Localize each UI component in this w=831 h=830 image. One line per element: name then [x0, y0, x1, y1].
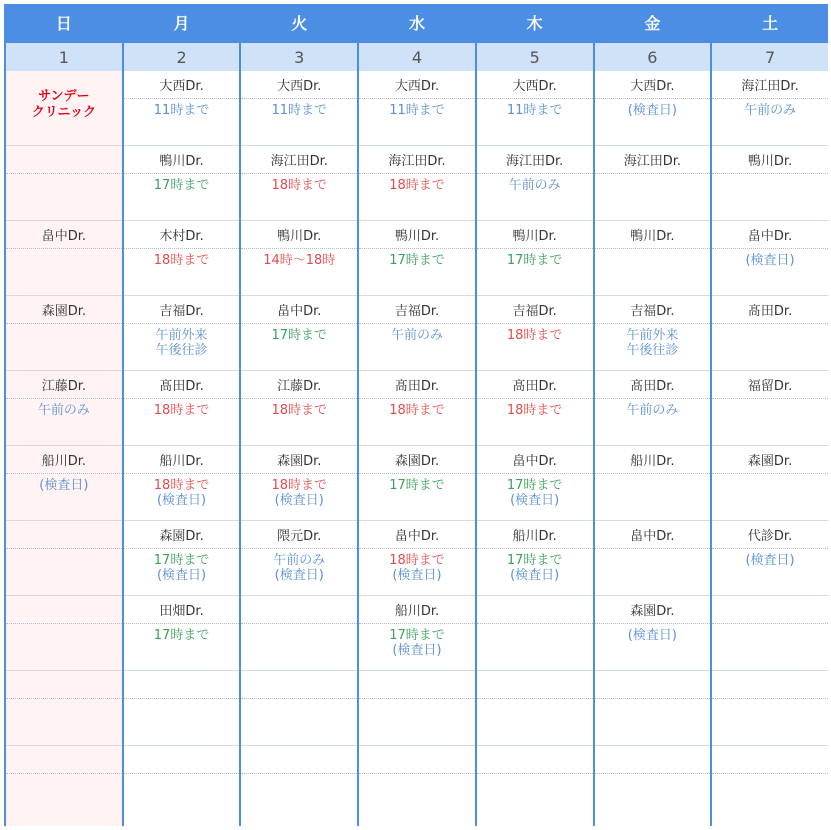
note-line: 17時まで [153, 178, 210, 193]
doctor-name: 福留Dr. [712, 371, 828, 399]
schedule-slot [477, 371, 593, 446]
note-line: (検査日) [392, 643, 442, 658]
doctor-name: 森園Dr. [241, 446, 357, 474]
schedule-slot [595, 446, 711, 521]
clinic-label-line: クリニック [31, 105, 96, 120]
date-number: 6 [595, 41, 711, 71]
schedule-note [124, 549, 240, 595]
doctor-name: 髙田Dr. [124, 371, 240, 399]
doctor-name: 木村Dr. [124, 221, 240, 249]
doctor-name: 船川Dr. [124, 446, 240, 474]
note-line: (検査日) [274, 568, 324, 583]
doctor-name: 代診Dr. [712, 521, 828, 549]
schedule-note [595, 174, 711, 220]
note-line: 18時まで [153, 253, 210, 268]
schedule-slot [477, 146, 593, 221]
schedule-note [359, 249, 475, 295]
doctor-name [6, 596, 122, 624]
note-line: 午前のみ [508, 178, 561, 193]
schedule-note [359, 549, 475, 595]
schedule-note [359, 399, 475, 445]
schedule-note [359, 474, 475, 520]
empty-slot [712, 746, 828, 826]
doctor-name: 大西Dr. [477, 71, 593, 99]
day-body [124, 71, 240, 826]
doctor-name: 海江田Dr. [359, 146, 475, 174]
schedule-note [124, 249, 240, 295]
schedule-note [6, 399, 122, 445]
schedule-slot [595, 521, 711, 596]
schedule-note [124, 324, 240, 370]
note-line: 11時まで [506, 103, 563, 118]
doctor-name: 海江田Dr. [241, 146, 357, 174]
empty-slot [6, 746, 122, 826]
note-line: 18時まで [153, 478, 210, 493]
schedule-note [595, 399, 711, 445]
schedule-note [124, 99, 240, 145]
schedule-slot [712, 596, 828, 671]
schedule-slot [712, 371, 828, 446]
empty-slot [124, 746, 240, 826]
empty-doctor-line [241, 671, 357, 699]
empty-doctor-line [595, 671, 711, 699]
schedule-note [595, 624, 711, 670]
schedule-slot [595, 71, 711, 146]
day-body [477, 71, 593, 826]
day-column [477, 4, 593, 826]
note-line: 11時まで [389, 103, 445, 118]
schedule-slot [359, 521, 475, 596]
note-line: 18時まで [271, 478, 328, 493]
empty-doctor-line [124, 671, 240, 699]
schedule-note [124, 399, 240, 445]
note-line: 17時まで [506, 253, 563, 268]
note-line: 18時まで [506, 328, 563, 343]
clinic-label-line: サンデー [38, 89, 90, 104]
doctor-name: 吉福Dr. [124, 296, 240, 324]
schedule-slot [359, 221, 475, 296]
note-line: (検査日) [392, 568, 442, 583]
schedule-slot [712, 446, 828, 521]
day-column [595, 4, 711, 826]
note-line: 午前のみ [390, 328, 443, 343]
note-line: 17時まで [153, 628, 210, 643]
doctor-name: 江藤Dr. [6, 371, 122, 399]
doctor-name: 鴨川Dr. [477, 221, 593, 249]
schedule-note [241, 474, 357, 520]
schedule-note [241, 399, 357, 445]
note-line: 17時まで [271, 328, 328, 343]
note-line: 17時まで [389, 478, 445, 493]
doctor-name: 森園Dr. [6, 296, 122, 324]
note-line: (検査日) [274, 493, 324, 508]
schedule-calendar [4, 4, 828, 826]
doctor-name: 畠中Dr. [241, 296, 357, 324]
schedule-slot [595, 296, 711, 371]
doctor-name: 森園Dr. [712, 446, 828, 474]
doctor-name: 海江田Dr. [712, 71, 828, 99]
schedule-note [477, 324, 593, 370]
schedule-slot [477, 71, 593, 146]
schedule-note [241, 249, 357, 295]
date-number: 3 [241, 41, 357, 71]
schedule-slot [712, 146, 828, 221]
note-line: 午前のみ [273, 553, 326, 568]
weekday-header: 月 [124, 4, 240, 41]
schedule-slot [124, 596, 240, 671]
note-line: 17時まで [389, 253, 445, 268]
doctor-name [6, 521, 122, 549]
doctor-name: 髙田Dr. [359, 371, 475, 399]
day-body [712, 71, 828, 826]
weekday-header: 日 [6, 4, 122, 41]
schedule-slot [124, 296, 240, 371]
schedule-note [595, 549, 711, 595]
doctor-name: 鴨川Dr. [241, 221, 357, 249]
note-line: 18時まで [389, 553, 445, 568]
empty-doctor-line [712, 746, 828, 774]
doctor-name: 森園Dr. [595, 596, 711, 624]
note-line: (検査日) [156, 568, 207, 583]
schedule-slot [6, 296, 122, 371]
note-line: 午前のみ [626, 403, 679, 418]
schedule-note [6, 324, 122, 370]
schedule-slot [124, 371, 240, 446]
day-body [241, 71, 357, 826]
schedule-slot [595, 146, 711, 221]
doctor-name: 江藤Dr. [241, 371, 357, 399]
note-line: (検査日) [745, 553, 795, 568]
doctor-name: 大西Dr. [241, 71, 357, 99]
doctor-name: 海江田Dr. [477, 146, 593, 174]
schedule-note [712, 174, 828, 220]
doctor-name [712, 596, 828, 624]
doctor-name: 大西Dr. [595, 71, 711, 99]
note-line: (検査日) [156, 493, 207, 508]
note-line: 午前外来 [626, 328, 679, 343]
date-number: 1 [6, 41, 122, 71]
doctor-name: 船川Dr. [6, 446, 122, 474]
schedule-note [124, 174, 240, 220]
schedule-note [6, 174, 122, 220]
empty-slot [241, 671, 357, 746]
empty-slot [241, 746, 357, 826]
schedule-note [712, 474, 828, 520]
schedule-note [6, 474, 122, 520]
schedule-note [712, 624, 828, 670]
weekday-header: 水 [359, 4, 475, 41]
empty-doctor-line [477, 671, 593, 699]
day-column [6, 4, 122, 826]
schedule-note [595, 324, 711, 370]
doctor-name: 吉福Dr. [477, 296, 593, 324]
schedule-note [359, 624, 475, 670]
note-line: 午後往診 [626, 343, 679, 358]
day-column [241, 4, 357, 826]
weekday-header: 木 [477, 4, 593, 41]
note-line: 午前外来 [155, 328, 208, 343]
schedule-note [595, 99, 711, 145]
doctor-name: 畠中Dr. [359, 521, 475, 549]
schedule-note [241, 99, 357, 145]
schedule-slot [6, 521, 122, 596]
schedule-note [6, 249, 122, 295]
note-line: (検査日) [39, 478, 89, 493]
schedule-slot [359, 371, 475, 446]
doctor-name: 畠中Dr. [477, 446, 593, 474]
schedule-slot [241, 371, 357, 446]
schedule-slot [6, 146, 122, 221]
note-line: 17時まで [506, 553, 563, 568]
schedule-note [712, 399, 828, 445]
note-line: 午前のみ [37, 403, 90, 418]
schedule-slot [241, 521, 357, 596]
empty-doctor-line [6, 671, 122, 699]
note-line: 11時まで [153, 103, 210, 118]
empty-slot [712, 671, 828, 746]
note-line: (検査日) [627, 103, 677, 118]
doctor-name: 大西Dr. [359, 71, 475, 99]
schedule-slot [712, 296, 828, 371]
note-line: (検査日) [510, 568, 560, 583]
schedule-slot [6, 71, 122, 146]
schedule-note [124, 624, 240, 670]
schedule-note [595, 249, 711, 295]
schedule-note [241, 324, 357, 370]
schedule-slot [477, 446, 593, 521]
doctor-name: 鴨川Dr. [124, 146, 240, 174]
schedule-slot [477, 221, 593, 296]
schedule-note [359, 324, 475, 370]
doctor-name: 鴨川Dr. [359, 221, 475, 249]
note-line: (検査日) [627, 628, 677, 643]
doctor-name: 隈元Dr. [241, 521, 357, 549]
date-number: 4 [359, 41, 475, 71]
empty-doctor-line [595, 746, 711, 774]
schedule-note [241, 549, 357, 595]
doctor-name: 鴨川Dr. [595, 221, 711, 249]
doctor-name: 吉福Dr. [359, 296, 475, 324]
schedule-slot [712, 71, 828, 146]
doctor-name: 吉福Dr. [595, 296, 711, 324]
empty-slot [359, 671, 475, 746]
empty-doctor-line [241, 746, 357, 774]
schedule-slot [124, 146, 240, 221]
schedule-note [6, 624, 122, 670]
schedule-note [477, 474, 593, 520]
note-line: 17時まで [506, 478, 563, 493]
schedule-slot [712, 221, 828, 296]
schedule-slot [712, 521, 828, 596]
schedule-slot [241, 296, 357, 371]
empty-doctor-line [359, 746, 475, 774]
weekday-header: 金 [595, 4, 711, 41]
note-line: 17時まで [389, 628, 445, 643]
schedule-slot [124, 521, 240, 596]
sunday-clinic-label [6, 71, 122, 145]
doctor-name [477, 596, 593, 624]
empty-slot [477, 671, 593, 746]
empty-slot [359, 746, 475, 826]
empty-slot [477, 746, 593, 826]
schedule-slot [359, 71, 475, 146]
schedule-slot [241, 71, 357, 146]
schedule-note [595, 474, 711, 520]
note-line: 18時まで [271, 178, 328, 193]
schedule-note [712, 249, 828, 295]
schedule-slot [359, 146, 475, 221]
doctor-name: 髙田Dr. [712, 296, 828, 324]
schedule-note [359, 99, 475, 145]
doctor-name: 畠中Dr. [712, 221, 828, 249]
date-number: 2 [124, 41, 240, 71]
note-line: (検査日) [745, 253, 795, 268]
schedule-slot [124, 446, 240, 521]
schedule-slot [359, 296, 475, 371]
schedule-note [241, 174, 357, 220]
empty-doctor-line [359, 671, 475, 699]
schedule-slot [477, 596, 593, 671]
empty-doctor-line [6, 746, 122, 774]
schedule-note [477, 549, 593, 595]
note-line: 11時まで [271, 103, 328, 118]
doctor-name: 田畑Dr. [124, 596, 240, 624]
schedule-note [477, 249, 593, 295]
note-line: (検査日) [510, 493, 560, 508]
note-line: 18時まで [153, 403, 210, 418]
doctor-name: 畠中Dr. [6, 221, 122, 249]
empty-doctor-line [124, 746, 240, 774]
empty-slot [595, 671, 711, 746]
schedule-note [6, 549, 122, 595]
doctor-name [241, 596, 357, 624]
schedule-slot [477, 296, 593, 371]
weekday-header: 土 [712, 4, 828, 41]
date-number: 5 [477, 41, 593, 71]
day-body [359, 71, 475, 826]
schedule-note [477, 624, 593, 670]
doctor-name: 船川Dr. [477, 521, 593, 549]
schedule-note [712, 324, 828, 370]
schedule-slot [595, 371, 711, 446]
note-line: 17時まで [153, 553, 210, 568]
schedule-note [712, 99, 828, 145]
date-number: 7 [712, 41, 828, 71]
empty-slot [124, 671, 240, 746]
note-line: 18時まで [389, 178, 445, 193]
day-body [6, 71, 122, 826]
empty-doctor-line [712, 671, 828, 699]
schedule-slot [241, 221, 357, 296]
note-line: 午前のみ [744, 103, 797, 118]
day-column [712, 4, 828, 826]
schedule-slot [6, 596, 122, 671]
doctor-name: 鴨川Dr. [712, 146, 828, 174]
schedule-note [477, 174, 593, 220]
schedule-note [359, 174, 475, 220]
note-line: 18時まで [271, 403, 328, 418]
day-body [595, 71, 711, 826]
schedule-slot [595, 221, 711, 296]
empty-doctor-line [477, 746, 593, 774]
doctor-name: 大西Dr. [124, 71, 240, 99]
schedule-note [124, 474, 240, 520]
doctor-name: 森園Dr. [359, 446, 475, 474]
note-line: 18時まで [506, 403, 563, 418]
note-line: 14時〜18時 [263, 253, 336, 268]
note-line: 18時まで [389, 403, 445, 418]
schedule-slot [6, 221, 122, 296]
note-line: 午後往診 [155, 343, 208, 358]
day-column [359, 4, 475, 826]
doctor-name: 船川Dr. [359, 596, 475, 624]
schedule-slot [241, 596, 357, 671]
schedule-slot [359, 596, 475, 671]
doctor-name: 海江田Dr. [595, 146, 711, 174]
weekday-header: 火 [241, 4, 357, 41]
schedule-note [241, 624, 357, 670]
schedule-slot [477, 521, 593, 596]
day-column [124, 4, 240, 826]
schedule-slot [359, 446, 475, 521]
schedule-slot [595, 596, 711, 671]
doctor-name: 髙田Dr. [595, 371, 711, 399]
schedule-note [712, 549, 828, 595]
empty-slot [6, 671, 122, 746]
schedule-slot [241, 446, 357, 521]
doctor-name: 畠中Dr. [595, 521, 711, 549]
doctor-name: 森園Dr. [124, 521, 240, 549]
schedule-slot [241, 146, 357, 221]
doctor-name [6, 146, 122, 174]
schedule-note [477, 399, 593, 445]
doctor-name: 船川Dr. [595, 446, 711, 474]
doctor-name: 髙田Dr. [477, 371, 593, 399]
schedule-note [477, 99, 593, 145]
schedule-slot [6, 371, 122, 446]
empty-slot [595, 746, 711, 826]
schedule-slot [6, 446, 122, 521]
schedule-slot [124, 71, 240, 146]
schedule-slot [124, 221, 240, 296]
